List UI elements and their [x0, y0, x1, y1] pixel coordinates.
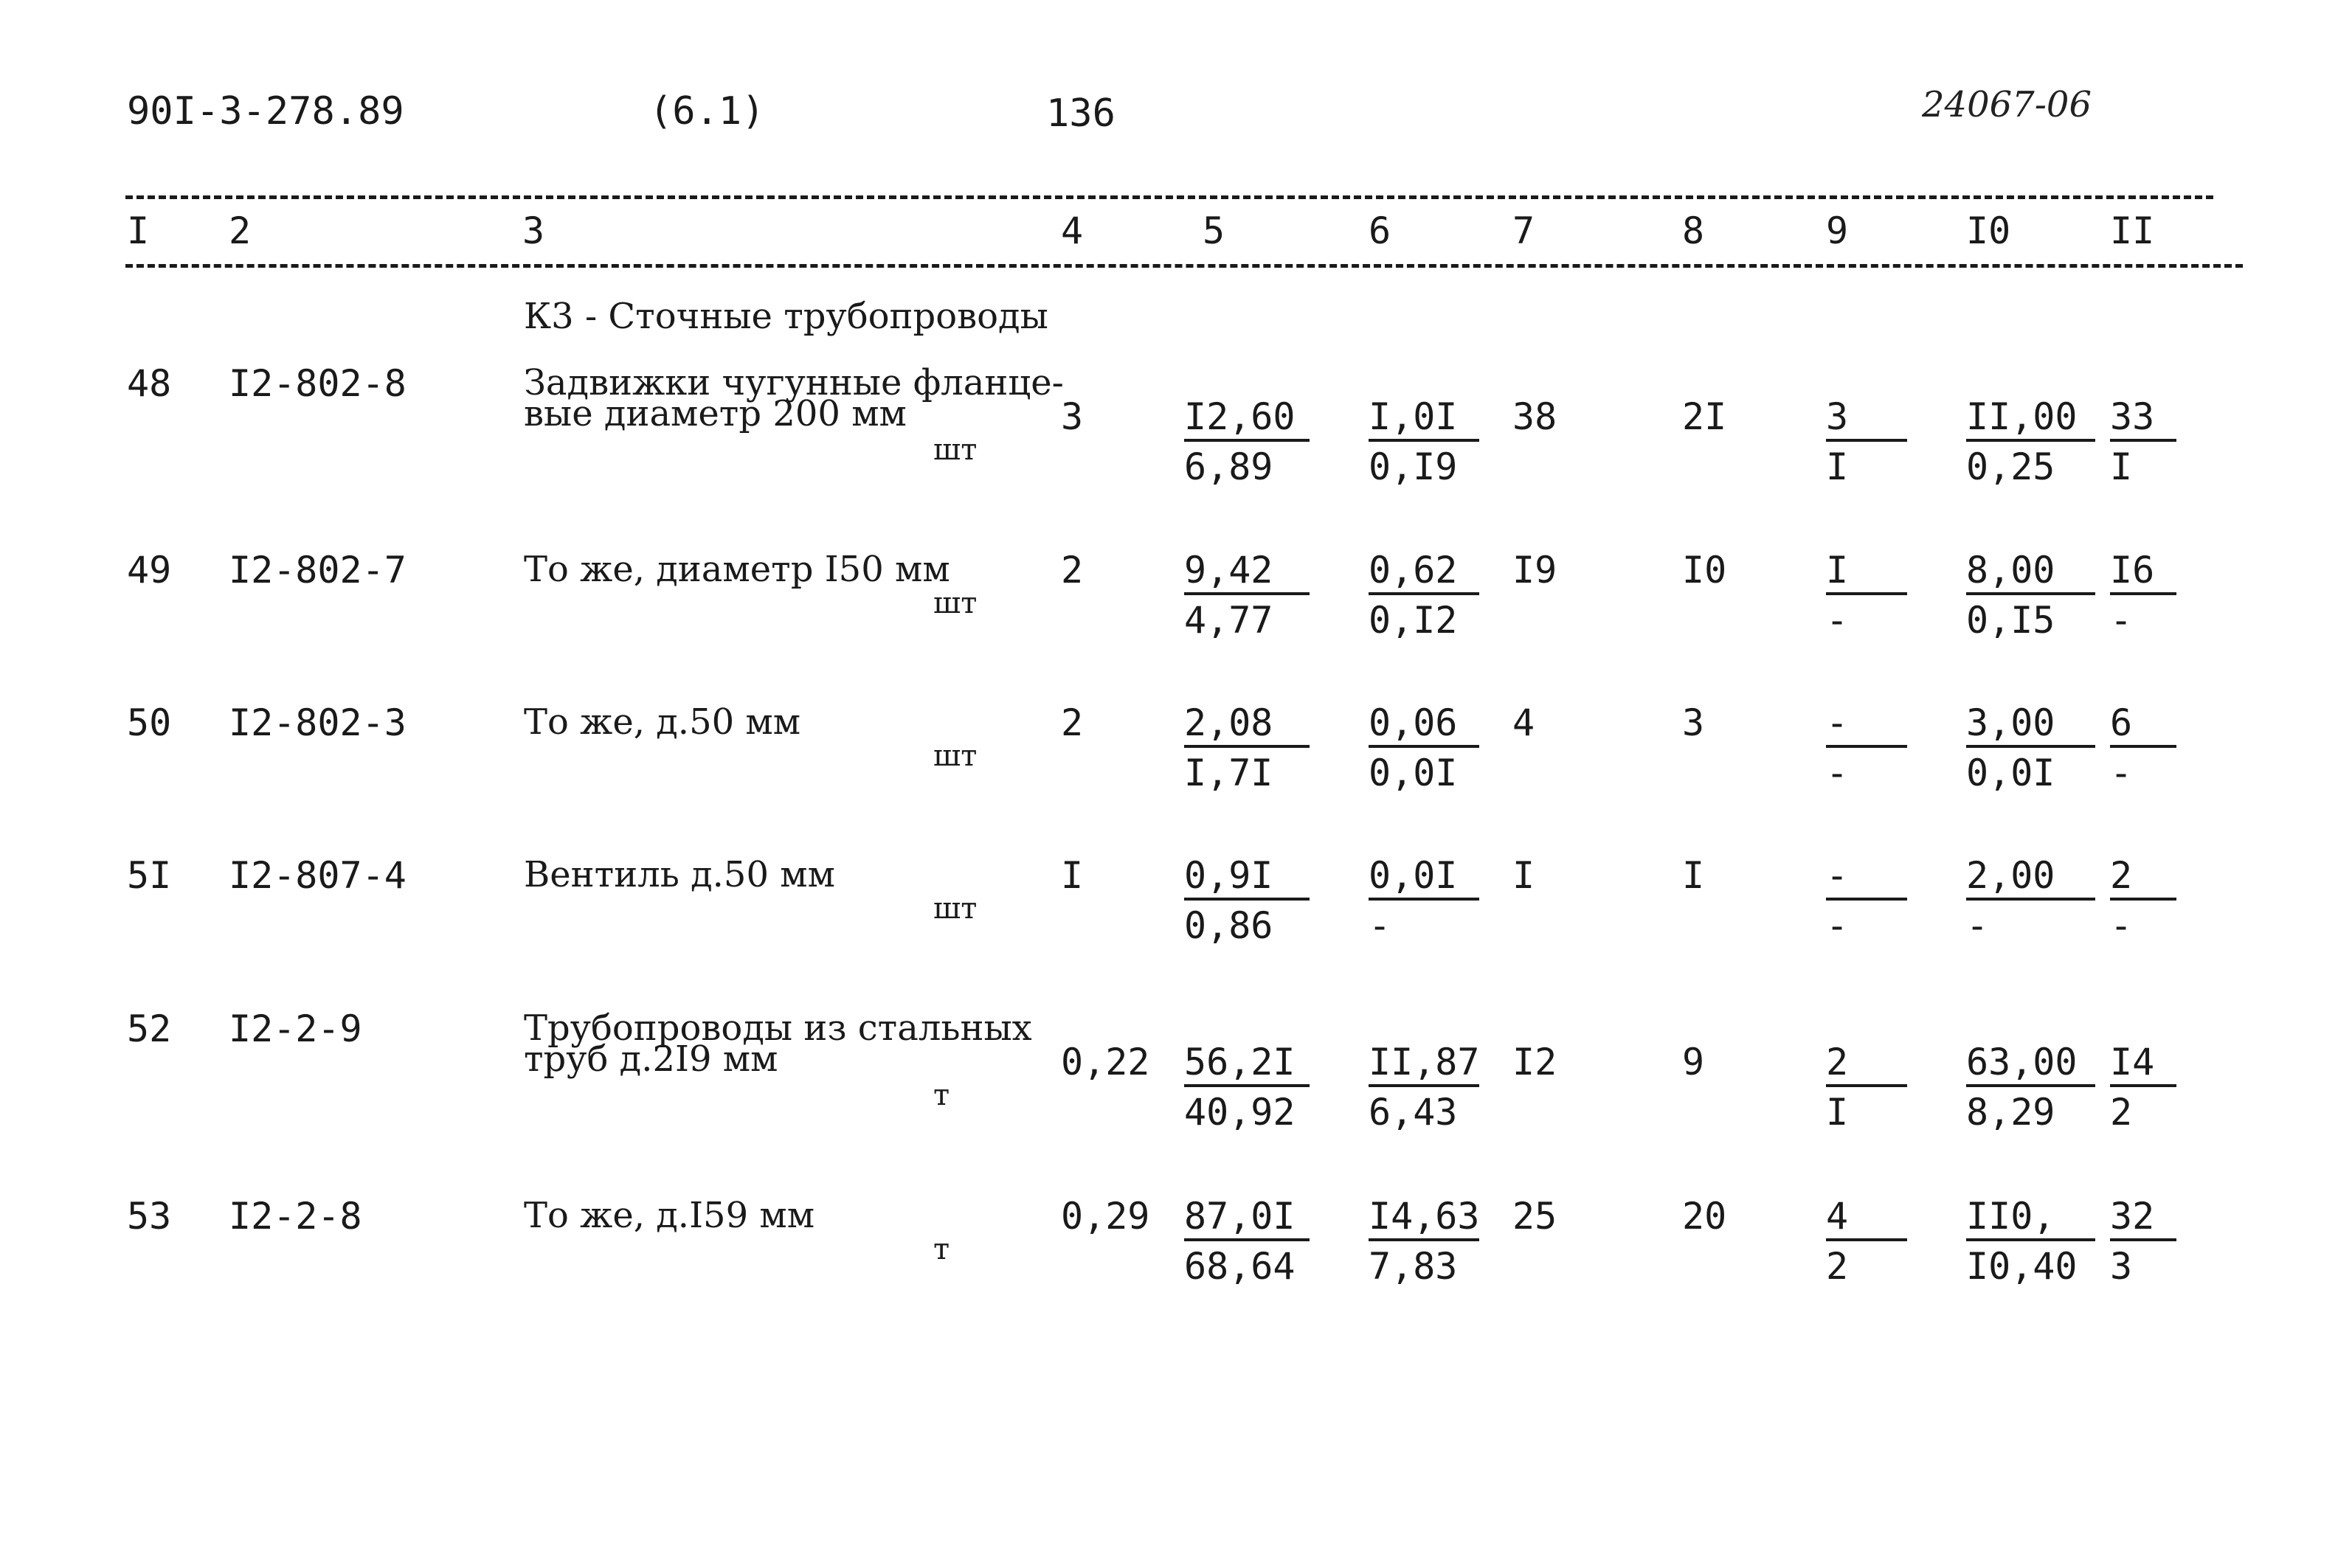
- row-col11-underline: [2110, 1238, 2176, 1241]
- row-col6-underline: [1369, 592, 1479, 595]
- row-col6-underline: [1369, 439, 1479, 442]
- row-number: 5I: [127, 854, 172, 897]
- row-col5-bottom: 4,77: [1184, 599, 1273, 642]
- row-code: I2-807-4: [229, 854, 407, 897]
- row-col10-bottom: I0,40: [1966, 1245, 2078, 1288]
- row-col11-top: I4: [2110, 1041, 2155, 1083]
- row-quantity: 0,29: [1061, 1195, 1150, 1238]
- row-col7: 4: [1512, 701, 1535, 744]
- row-col6-top: 0,62: [1369, 549, 1458, 592]
- row-description: То же, д.50 мм: [524, 701, 801, 743]
- row-unit: шт: [933, 739, 978, 773]
- row-col5-top: 2,08: [1184, 701, 1273, 744]
- row-col11-top: 32: [2110, 1195, 2155, 1238]
- row-col9-underline: [1826, 439, 1907, 442]
- row-description-line2: труб д.2I9 мм: [524, 1038, 778, 1080]
- row-col10-underline: [1966, 898, 2095, 901]
- row-col10-top: II,00: [1966, 395, 2078, 438]
- doc-code: 90I-3-278.89: [127, 89, 404, 133]
- column-header-4: 4: [1061, 209, 1084, 252]
- row-number: 53: [127, 1195, 172, 1238]
- row-col6-bottom: 0,I9: [1369, 445, 1458, 488]
- row-col7: 25: [1512, 1195, 1557, 1238]
- row-col6-bottom: 0,0I: [1369, 752, 1458, 794]
- row-col11-underline: [2110, 1084, 2176, 1087]
- row-col6-underline: [1369, 1084, 1479, 1087]
- row-col9-underline: [1826, 898, 1907, 901]
- row-col10-top: 2,00: [1966, 854, 2055, 897]
- column-header-1: I: [127, 209, 150, 252]
- column-header-10: I0: [1966, 209, 2011, 252]
- page-number: 136: [1046, 91, 1116, 136]
- row-col9-bottom: 2: [1826, 1245, 1849, 1288]
- row-col5-underline: [1184, 439, 1310, 442]
- row-col10-top: 3,00: [1966, 701, 2055, 744]
- row-col10-top: II0,: [1966, 1195, 2055, 1238]
- row-col11-top: I6: [2110, 549, 2155, 592]
- row-col11-top: 6: [2110, 701, 2133, 744]
- row-col6-bottom: 7,83: [1369, 1245, 1458, 1288]
- section-number: (6.1): [649, 89, 765, 133]
- row-col8: 20: [1682, 1195, 1727, 1238]
- row-col6-top: I,0I: [1369, 395, 1458, 438]
- row-col6-underline: [1369, 898, 1479, 901]
- row-code: I2-2-8: [229, 1195, 362, 1238]
- row-col10-bottom: -: [1966, 904, 1989, 947]
- row-col5-underline: [1184, 898, 1310, 901]
- row-unit: шт: [933, 892, 978, 926]
- row-code: I2-802-3: [229, 701, 407, 744]
- row-col9-underline: [1826, 592, 1907, 595]
- row-col6-top: 0,0I: [1369, 854, 1458, 897]
- row-number: 50: [127, 701, 172, 744]
- row-col10-top: 63,00: [1966, 1041, 2078, 1083]
- row-col7: 38: [1512, 395, 1557, 438]
- column-header-2: 2: [229, 209, 252, 252]
- row-description: Задвижки чугунные фланце-: [524, 362, 1064, 403]
- row-description: Трубопроводы из стальных: [524, 1007, 1032, 1049]
- row-description-line2: вые диаметр 200 мм: [524, 393, 907, 434]
- row-code: I2-802-7: [229, 549, 407, 592]
- row-col6-underline: [1369, 1238, 1479, 1241]
- row-unit: т: [933, 1232, 950, 1266]
- row-col7: I: [1512, 854, 1535, 897]
- row-col9-top: 2: [1826, 1041, 1849, 1083]
- row-col10-underline: [1966, 1084, 2095, 1087]
- row-col11-bottom: 2: [2110, 1091, 2133, 1134]
- row-col11-bottom: -: [2110, 752, 2133, 794]
- handwritten-stamp: 24067-06: [1922, 84, 2092, 125]
- row-description: То же, д.I59 мм: [524, 1195, 815, 1236]
- row-code: I2-2-9: [229, 1007, 362, 1050]
- row-col8: 2I: [1682, 395, 1727, 438]
- row-col10-underline: [1966, 439, 2095, 442]
- column-header-5: 5: [1203, 209, 1225, 252]
- row-col11-underline: [2110, 745, 2176, 748]
- row-col9-bottom: I: [1826, 445, 1849, 488]
- row-col11-underline: [2110, 898, 2176, 901]
- row-col9-top: -: [1826, 854, 1849, 897]
- row-description: То же, диаметр I50 мм: [524, 549, 950, 590]
- row-col5-bottom: 68,64: [1184, 1245, 1296, 1288]
- row-col10-underline: [1966, 592, 2095, 595]
- row-col10-top: 8,00: [1966, 549, 2055, 592]
- column-header-11: II: [2110, 209, 2155, 252]
- row-code: I2-802-8: [229, 362, 407, 405]
- row-unit: шт: [933, 586, 978, 620]
- row-col5-underline: [1184, 745, 1310, 748]
- row-col5-top: 9,42: [1184, 549, 1273, 592]
- row-col7: I2: [1512, 1041, 1557, 1083]
- column-header-3: 3: [522, 209, 545, 252]
- row-quantity: I: [1061, 854, 1084, 897]
- row-col9-underline: [1826, 1238, 1907, 1241]
- row-col9-bottom: I: [1826, 1091, 1849, 1134]
- row-number: 49: [127, 549, 172, 592]
- row-col6-top: II,87: [1369, 1041, 1480, 1083]
- row-col10-bottom: 0,0I: [1966, 752, 2055, 794]
- row-col5-underline: [1184, 1238, 1310, 1241]
- row-col6-bottom: -: [1369, 904, 1391, 947]
- row-col8: I: [1682, 854, 1705, 897]
- row-col11-underline: [2110, 592, 2176, 595]
- row-unit: шт: [933, 433, 978, 467]
- row-col6-top: 0,06: [1369, 701, 1458, 744]
- row-col5-bottom: 0,86: [1184, 904, 1273, 947]
- row-col6-top: I4,63: [1369, 1195, 1480, 1238]
- row-col9-top: 3: [1826, 395, 1849, 438]
- row-quantity: 2: [1061, 701, 1084, 744]
- row-col9-bottom: -: [1826, 752, 1849, 794]
- row-col9-bottom: -: [1826, 904, 1849, 947]
- row-col11-underline: [2110, 439, 2176, 442]
- row-col10-underline: [1966, 1238, 2095, 1241]
- row-number: 48: [127, 362, 172, 405]
- row-col10-underline: [1966, 745, 2095, 748]
- row-col6-bottom: 6,43: [1369, 1091, 1458, 1134]
- column-header-9: 9: [1826, 209, 1849, 252]
- row-col11-bottom: I: [2110, 445, 2133, 488]
- row-col9-underline: [1826, 1084, 1907, 1087]
- row-col11-bottom: -: [2110, 904, 2133, 947]
- row-description: Вентиль д.50 мм: [524, 854, 835, 895]
- row-col9-top: 4: [1826, 1195, 1849, 1238]
- row-col9-bottom: -: [1826, 599, 1849, 642]
- row-col10-bottom: 0,I5: [1966, 599, 2055, 642]
- header-top-rule: [125, 195, 2213, 199]
- row-col5-underline: [1184, 1084, 1310, 1087]
- row-col5-bottom: 6,89: [1184, 445, 1273, 488]
- column-header-7: 7: [1512, 209, 1535, 252]
- row-col11-bottom: -: [2110, 599, 2133, 642]
- row-col5-bottom: 40,92: [1184, 1091, 1296, 1134]
- row-unit: т: [933, 1078, 950, 1112]
- row-col5-top: 0,9I: [1184, 854, 1273, 897]
- header-bottom-rule: [125, 264, 2243, 268]
- row-col9-top: -: [1826, 701, 1849, 744]
- row-col8: 3: [1682, 701, 1705, 744]
- row-col10-bottom: 0,25: [1966, 445, 2055, 488]
- row-col5-top: 56,2I: [1184, 1041, 1296, 1083]
- row-col11-top: 33: [2110, 395, 2155, 438]
- row-number: 52: [127, 1007, 172, 1050]
- row-col11-bottom: 3: [2110, 1245, 2133, 1288]
- row-col9-underline: [1826, 745, 1907, 748]
- row-col5-bottom: I,7I: [1184, 752, 1273, 794]
- row-quantity: 2: [1061, 549, 1084, 592]
- row-col6-bottom: 0,I2: [1369, 599, 1458, 642]
- row-col8: I0: [1682, 549, 1727, 592]
- row-quantity: 3: [1061, 395, 1084, 438]
- row-col6-underline: [1369, 745, 1479, 748]
- row-col9-top: I: [1826, 549, 1849, 592]
- row-col10-bottom: 8,29: [1966, 1091, 2055, 1134]
- column-header-6: 6: [1369, 209, 1391, 252]
- column-header-8: 8: [1682, 209, 1705, 252]
- row-quantity: 0,22: [1061, 1041, 1150, 1083]
- row-col5-top: 87,0I: [1184, 1195, 1296, 1238]
- row-col11-top: 2: [2110, 854, 2133, 897]
- row-col5-top: I2,60: [1184, 395, 1296, 438]
- row-col8: 9: [1682, 1041, 1705, 1083]
- row-col7: I9: [1512, 549, 1557, 592]
- row-col5-underline: [1184, 592, 1310, 595]
- section-title: К3 - Сточные трубопроводы: [524, 296, 1048, 337]
